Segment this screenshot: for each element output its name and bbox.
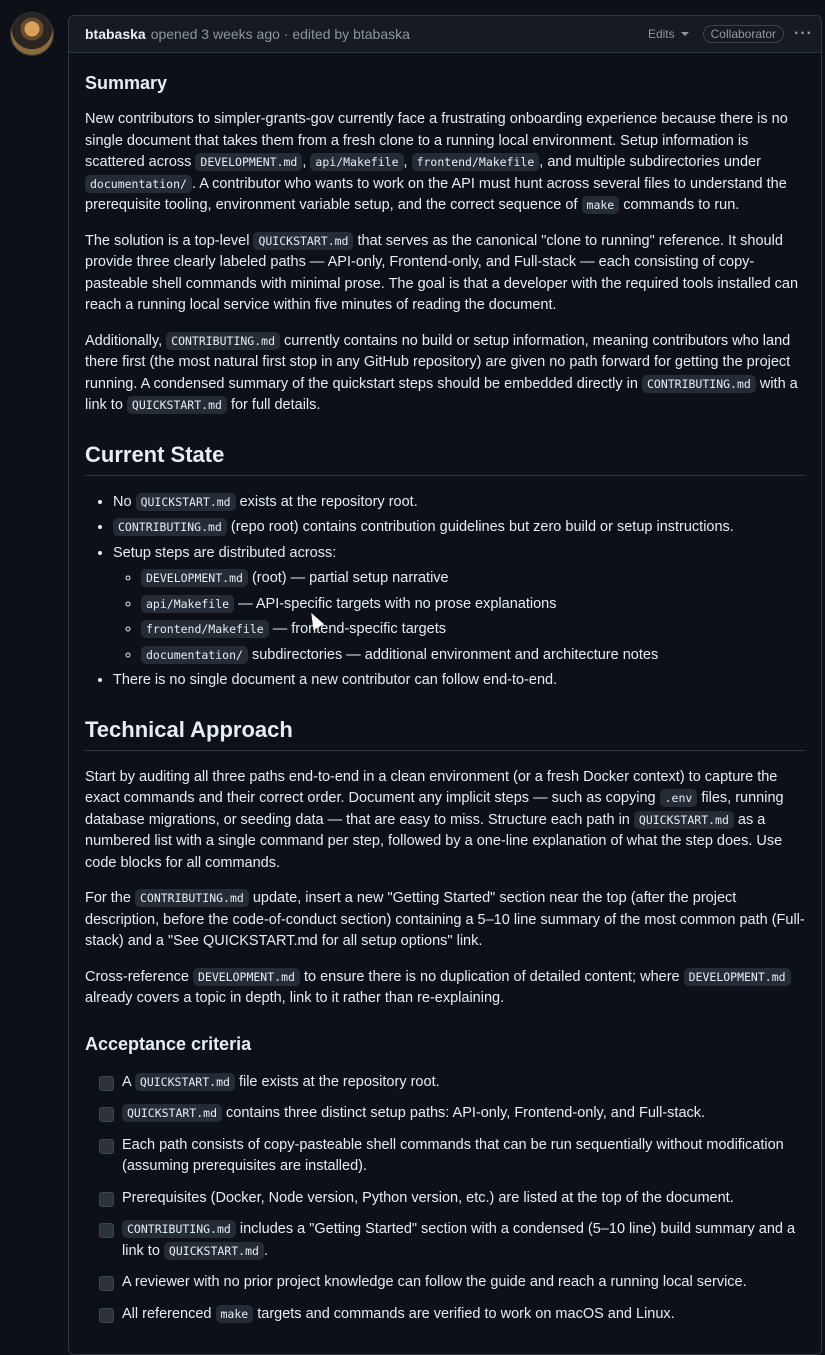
task-item: [99, 1219, 805, 1262]
technical-approach-heading: Technical Approach: [85, 716, 805, 751]
inline-code: QUICKSTART.md: [127, 396, 227, 414]
task-text: A QUICKSTART.md file exists at the repository root.: [122, 1073, 440, 1090]
sub-list-item: ◦ DEVELOPMENT.md (root) — partial setup narrative: [141, 568, 805, 590]
summary-paragraph: The solution is a top-level QUICKSTART.md that serves as the canonical "clone to running" reference. It should provide three clearly labeled paths — API-only, Frontend-only, and Full-stack — each consisting of copy-pasteable shell commands with minimal prose. The goal is that a developer with the required tools installed can reach a running local service within five minutes of reading the document.: [85, 232, 799, 313]
technical-paragraph: Cross-reference DEVELOPMENT.md to ensure there is no duplication of detailed content; where DEVELOPMENT.md already covers a topic in depth, link to it rather than re-explaining.: [85, 967, 805, 1010]
task-item: [99, 1072, 805, 1094]
inline-code: QUICKSTART.md: [253, 232, 353, 250]
list-item: • There is no single document a new contributor can follow end-to-end.: [113, 670, 805, 692]
sub-list-item: ◦ documentation/ subdirectories — additional environment and architecture notes: [141, 645, 805, 667]
comment-meta: opened 3 weeks ago · edited by btabaska: [150, 26, 410, 42]
inline-code: documentation/: [85, 175, 192, 193]
task-text: Prerequisites (Docker, Node version, Python version, etc.) are listed at the top of the document.: [122, 1189, 734, 1206]
sub-list-item: ◦ api/Makefile — API-specific targets with no prose explanations: [141, 594, 805, 616]
comment-header: [69, 16, 821, 53]
acceptance-task-list: [85, 1072, 805, 1326]
task-checkbox[interactable]: [99, 1308, 114, 1323]
inline-code: DEVELOPMENT.md: [193, 968, 300, 986]
inline-code: CONTRIBUTING.md: [122, 1220, 236, 1238]
inline-code: CONTRIBUTING.md: [642, 375, 756, 393]
author-avatar[interactable]: [11, 13, 53, 55]
author-link[interactable]: btabaska: [85, 26, 146, 42]
summary-heading: Summary: [85, 73, 168, 93]
task-checkbox[interactable]: [99, 1276, 114, 1291]
chevron-down-icon: [681, 32, 689, 36]
task-checkbox[interactable]: [99, 1192, 114, 1207]
task-text: Each path consists of copy-pasteable shell commands that can be run sequentially without modification (assuming prerequisites are installed).: [122, 1136, 784, 1174]
inline-code: QUICKSTART.md: [135, 1073, 235, 1091]
inline-code: CONTRIBUTING.md: [135, 889, 249, 907]
task-text: All referenced make targets and commands are verified to work on macOS and Linux.: [122, 1305, 675, 1322]
inline-code: api/Makefile: [310, 153, 403, 171]
task-item: [99, 1272, 805, 1294]
sub-list-item: ◦ frontend/Makefile — frontend-specific targets: [141, 619, 805, 641]
inline-code: documentation/: [141, 646, 248, 664]
summary-paragraph: New contributors to simpler-grants-gov currently face a frustrating onboarding experience because there is no single document that takes them from a fresh clone to a running local environment. Setup information is scattered across DEVELOPMENT.md , api/Makefile , frontend/Makefile , and multiple subdirectories under documentation/ . A contributor who wants to work on the API must hunt across several files to understand the prerequisite tooling, environment variable setup, and the correct sequence of make commands to run.: [85, 111, 788, 213]
current-state-heading: Current State: [85, 441, 805, 476]
role-badge: Collaborator: [703, 25, 784, 43]
task-checkbox[interactable]: [99, 1139, 114, 1154]
inline-code: make: [582, 196, 620, 214]
task-checkbox[interactable]: [99, 1223, 114, 1238]
summary-paragraph: Additionally, CONTRIBUTING.md currently contains no build or setup information, meaning contributors who land there first (the most natural first stop in any GitHub repository) are given no path forward for getting the project running. A condensed summary of the quickstart steps should be embedded directly in CONTRIBUTING.md with a link to QUICKSTART.md for full details.: [85, 332, 798, 413]
task-item: [99, 1304, 805, 1326]
list-item-text: Setup steps are distributed across:: [113, 544, 337, 561]
technical-paragraph: For the CONTRIBUTING.md update, insert a new "Getting Started" section near the top (after the project description, before the code-of-conduct section) containing a 5–10 line summary of the most common path (Full-stack) and a "See QUICKSTART.md for all setup options" link.: [85, 890, 805, 949]
task-text: CONTRIBUTING.md includes a "Getting Started" section with a condensed (5–10 line) build summary and a link to QUICKSTART.md .: [122, 1221, 796, 1259]
more-options-icon[interactable]: ···: [794, 25, 813, 42]
technical-paragraph: Start by auditing all three paths end-to-end in a clean environment (or a fresh Docker context) to capture the exact commands and their correct order. Document any implicit steps — such as copying .env files, running database migrations, or seeding data — that are easy to miss. Structure each path in QUICKSTART.md as a numbered list with a single command per step, followed by a one-line explanation of what the step does. Use code blocks for all commands.: [85, 768, 784, 871]
list-item: • No QUICKSTART.md exists at the repository root.: [113, 492, 805, 514]
acceptance-criteria-heading: Acceptance criteria: [85, 1033, 252, 1054]
inline-code: CONTRIBUTING.md: [166, 332, 280, 350]
inline-code: frontend/Makefile: [412, 153, 540, 171]
inline-code: DEVELOPMENT.md: [141, 569, 248, 587]
inline-code: CONTRIBUTING.md: [113, 518, 227, 536]
task-item: [99, 1103, 805, 1125]
task-checkbox[interactable]: [99, 1076, 114, 1091]
inline-code: DEVELOPMENT.md: [195, 153, 302, 171]
inline-code: QUICKSTART.md: [164, 1242, 264, 1260]
inline-code: QUICKSTART.md: [136, 493, 236, 511]
inline-code: frontend/Makefile: [141, 620, 269, 638]
task-text: QUICKSTART.md contains three distinct setup paths: API-only, Frontend-only, and Full-stack.: [122, 1103, 705, 1125]
list-item: • CONTRIBUTING.md (repo root) contains contribution guidelines but zero build or setup instructions.: [113, 517, 805, 539]
task-checkbox[interactable]: [99, 1107, 114, 1122]
issue-comment-card: [68, 15, 822, 1355]
inline-code: QUICKSTART.md: [634, 811, 734, 829]
sub-list: [113, 568, 805, 666]
inline-code: DEVELOPMENT.md: [684, 968, 791, 986]
edits-dropdown[interactable]: [648, 27, 689, 41]
comment-body: [69, 53, 821, 1325]
task-item: [99, 1135, 805, 1178]
task-item: [99, 1188, 805, 1210]
task-text: A reviewer with no prior project knowledge can follow the guide and reach a running local service.: [122, 1274, 747, 1290]
inline-code: make: [216, 1305, 254, 1323]
current-state-list: [85, 492, 805, 692]
inline-code: QUICKSTART.md: [122, 1104, 222, 1122]
inline-code: api/Makefile: [141, 595, 234, 613]
list-item: [113, 543, 805, 667]
edits-label: Edits: [647, 27, 675, 41]
inline-code: .env: [660, 789, 698, 807]
